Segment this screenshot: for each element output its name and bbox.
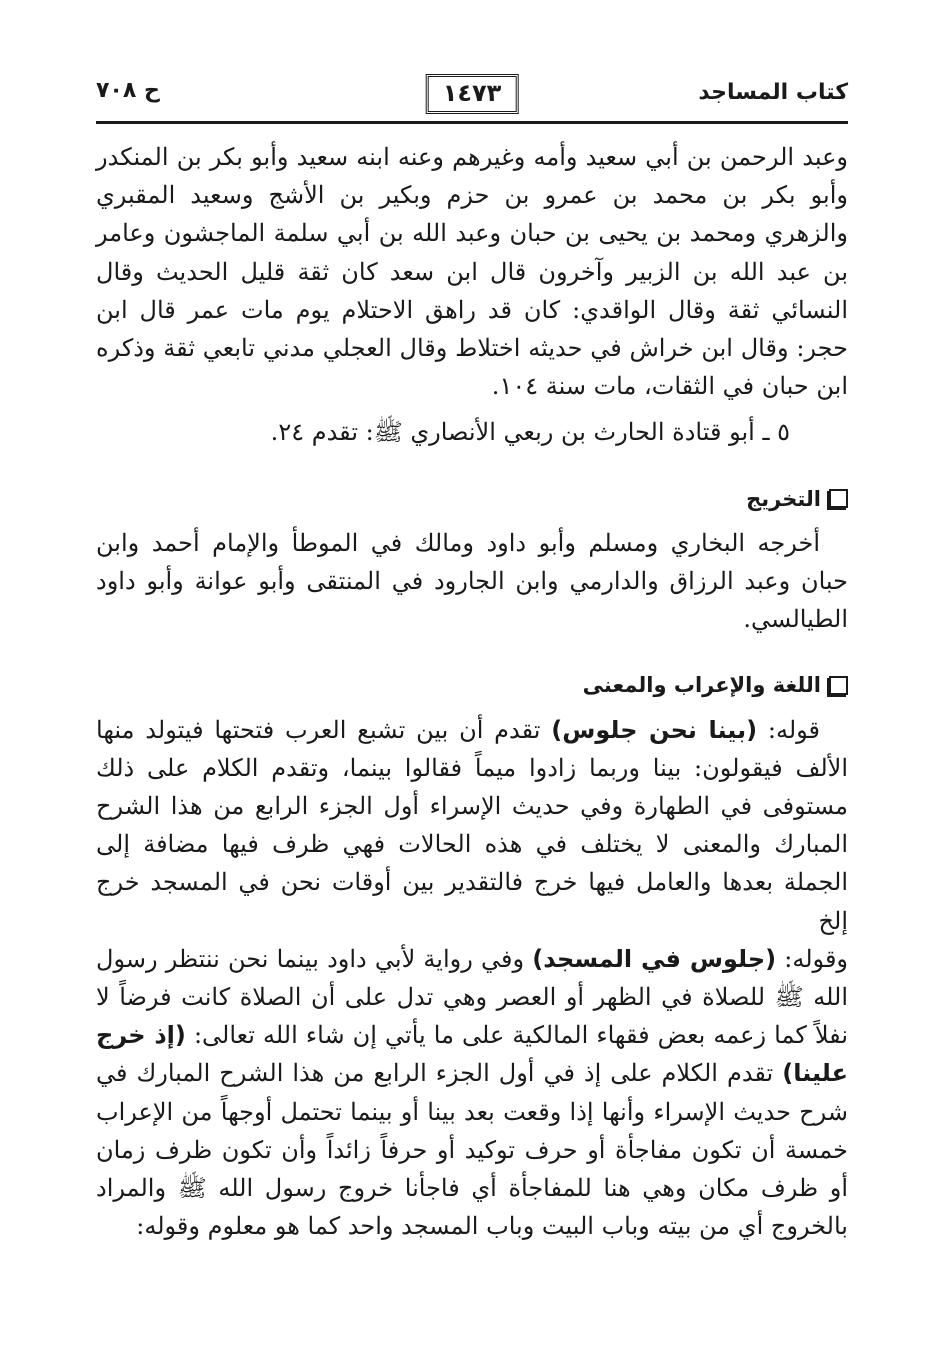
narrator-item-5: ٥ ـ أبو قتادة الحارث بن ربعي الأنصاري ﷺ: تقدم ٢٤.: [270, 418, 790, 447]
p2-quoted-phrase: (جلوس في المسجد): [532, 944, 777, 973]
language-paragraph-2: [96, 940, 848, 1246]
p1-text: تقدم أن بين تشبع العرب فتحتها فيتولد منها الألف فيقولون: بينا وربما زادوا ميماً فقالوا بينما، وتقدم الكلام على ذلك مستوفى في الطهارة وفي حديث الإسراء أول الجزء الرابع من هذا الشرح المبارك والمعنى لا يختلف في هذه الحالات فهي ظرف فيها مضافة إلى الجملة بعدها والعامل فيها خرج فالتقدير بين أوقات نحن في المسجد خرج إلخ: [96, 715, 848, 935]
checkbox-icon: [829, 489, 848, 508]
header-divider: [96, 121, 848, 124]
checkbox-icon: [829, 676, 848, 695]
page-number: ١٤٧٣: [426, 74, 519, 114]
takhrij-heading-label: التخريج: [746, 486, 821, 511]
language-heading-label: اللغة والإعراب والمعنى: [582, 673, 821, 698]
p2-quoted-phrase-2: (إذ خرج علينا): [96, 1021, 848, 1088]
p2-text: وفي رواية لأبي داود بينما نحن ننتظر رسول الله ﷺ للصلاة في الظهر أو العصر وهي تدل على أن الصلاة كانت فرضاً لا نفلاً كما زعمه بعض فقهاء المالكية على ما يأتي إن شاء الله تعالى:: [96, 944, 849, 1050]
takhrij-paragraph: أخرجه البخاري ومسلم وأبو داود ومالك في الموطأ والإمام أحمد وابن حبان وعبد الرزاق والدارمي وابن الجارود في المنتقى وأبو عوانة وأبو داود الطيالسي.: [96, 528, 848, 634]
narrator-bio-paragraph: وعبد الرحمن بن أبي سعيد وأمه وغيرهم وعنه ابنه سعيد وأبو بكر بن المنكدر وأبو بكر بن محمد بن عمرو بن حزم وبكير بن الأشج وسعيد المقبري والزهري ومحمد بن يحيى بن حبان وعبد الله بن أبي سلمة الماجشون وعامر بن عبد الله بن الزبير وآخرون قال ابن سعد كان ثقة قليل الحديث وقال النسائي ثقة وقال الواقدي: كان قد راهق الاحتلام يوم مات عمر قال ابن حجر: وقال ابن خراش في حديثه اختلاط وقال العجلي مدني تابعي ثقة وذكره ابن حبان في الثقات، مات سنة ١٠٤.: [96, 143, 848, 401]
language-heading: [96, 666, 848, 704]
p1-quoted-phrase: (بينا نحن جلوس): [551, 715, 758, 744]
page-header: [96, 72, 848, 118]
takhrij-heading: [96, 480, 848, 518]
hadith-reference: ح ٧٠٨: [96, 78, 160, 103]
p2-text-2: تقدم الكلام على إذ في أول الجزء الرابع من هذا الشرح المبارك في شرح حديث الإسراء وأنها إذا وقعت بعد بينا أو بينما تحتمل أوجهاً من الإعراب خمسة أن تكون مفاجأة أو حرف توكيد أو حرفاً زائداً وأن تكون ظرف زمان أو ظرف مكان وهي هنا للمفاجأة أي فاجأنا خروج رسول الله ﷺ والمراد بالخروج أي من بيته وباب البيت وباب المسجد واحد كما هو معلوم وقوله:: [96, 1059, 848, 1241]
book-title: كتاب المساجد: [698, 80, 848, 105]
p2-prefix: وقوله:: [776, 944, 849, 973]
page-body: [96, 138, 848, 1245]
p1-prefix: قوله:: [757, 715, 821, 744]
language-paragraph-1: [96, 711, 848, 940]
